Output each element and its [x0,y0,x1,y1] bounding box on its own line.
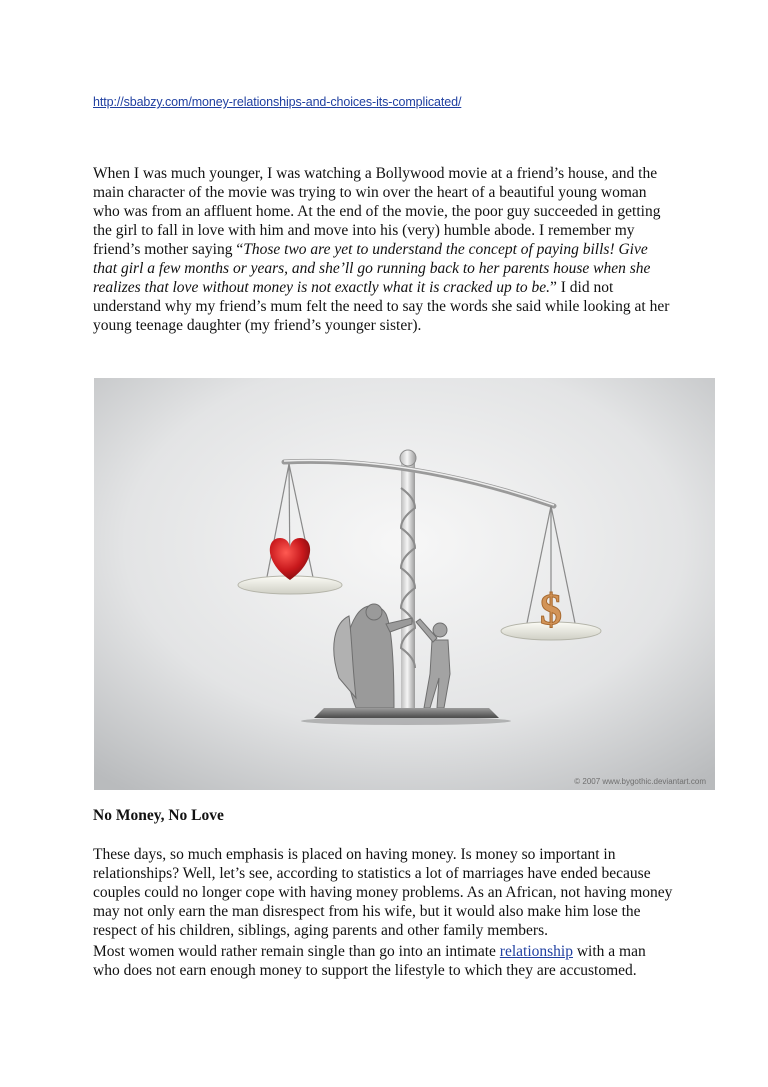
intro-text: friend’s mother saying “ [93,241,244,258]
relationship-link[interactable]: relationship [499,943,573,960]
intro-line: main character of the movie was trying to win over the heart of a beautiful young woman [93,184,647,201]
intro-line: When I was much younger, I was watching a Bollywood movie at a friend’s house, and the [93,165,658,182]
scale-pole [401,460,415,710]
body-paragraph [93,942,693,980]
quote-text: that girl a few months or years, and she’ll go running back to her parents house when she [93,260,651,277]
quote-text: Those two are yet to understand the concept of paying bills! Give [243,241,648,258]
watermark: © 2007 www.bygothic.deviantart.com [574,777,706,786]
intro-line [93,240,693,259]
intro-line: who was from an affluent home. At the end of the movie, the poor guy succeeded in getting [93,203,661,220]
body-line: couples could no longer cope with having money problems. As an African, not having money [93,884,673,901]
body-line: may not only earn the man disrespect from his wife, but it would also make him lose the [93,903,641,920]
intro-paragraph [93,164,693,335]
scale-base [314,708,499,718]
intro-line [93,259,693,278]
body-line: These days, so much emphasis is placed on having money. Is money so important in [93,846,616,863]
intro-text: ” I did not [550,279,614,296]
intro-line [93,278,693,297]
dollar-icon: $ [540,585,562,634]
body-text: with a man [572,943,646,960]
intro-line: the girl to fall in love with him and move into his (very) humble abode. I remember my [93,222,635,239]
body-line: relationships? Well, let’s see, according to statistics a lot of marriages have ended because [93,865,651,882]
intro-line: understand why my friend’s mum felt the need to say the words she said while looking at her [93,298,670,315]
body-line: respect of his children, siblings, aging parents and other family members. [93,922,548,939]
body-paragraph [93,845,693,940]
scale-illustration [94,378,715,790]
section-heading: No Money, No Love [93,807,224,824]
body-text: Most women would rather remain single than go into an intimate [93,943,500,960]
source-link[interactable]: http://sbabzy.com/money-relationships-and-choices-its-complicated/ [93,95,462,109]
intro-line: young teenage daughter (my friend’s younger sister). [93,317,422,334]
quote-text: realizes that love without money is not exactly what it is cracked up to be. [93,279,551,296]
pole-finial [400,450,416,466]
body-line: who does not earn enough money to support the lifestyle to which they are accustomed. [93,962,637,979]
body-line [93,942,693,961]
